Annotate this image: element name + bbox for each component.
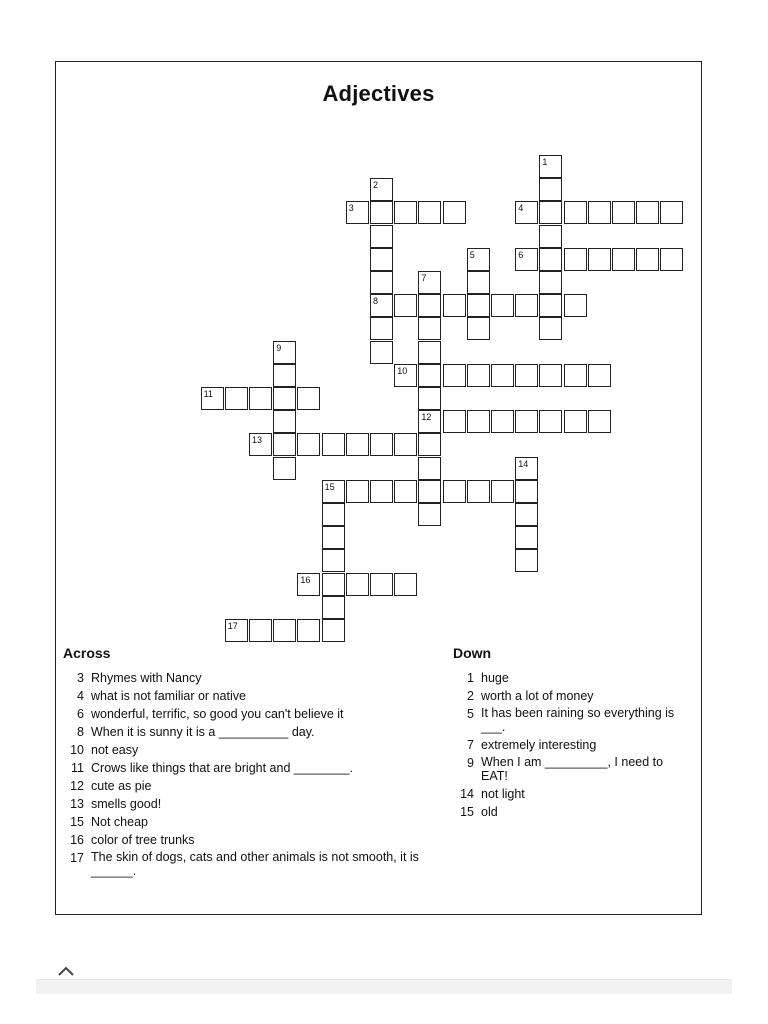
crossword-cell[interactable] xyxy=(394,201,417,224)
clue-text: color of tree trunks xyxy=(91,833,195,847)
crossword-cell[interactable] xyxy=(515,457,538,480)
clue-text: When I am _________, I need to EAT! xyxy=(481,755,664,783)
crossword-cell[interactable] xyxy=(346,433,369,456)
crossword-grid xyxy=(56,62,701,662)
cell-number: 6 xyxy=(518,249,524,260)
crossword-cell[interactable] xyxy=(418,457,441,480)
clue-text: extremely interesting xyxy=(481,738,597,752)
crossword-cell[interactable] xyxy=(539,294,562,317)
clue-text: not light xyxy=(481,787,525,801)
cell-number: 5 xyxy=(469,249,475,260)
crossword-cell[interactable] xyxy=(539,248,562,271)
clue-number: 1 xyxy=(467,671,474,685)
across-clue xyxy=(63,723,435,741)
down-clue xyxy=(453,669,685,687)
cell-number: 9 xyxy=(276,342,282,353)
crossword-cell[interactable] xyxy=(346,573,369,596)
crossword-cell[interactable] xyxy=(322,596,345,619)
crossword-cell[interactable] xyxy=(418,387,441,410)
crossword-cell[interactable] xyxy=(249,619,272,642)
crossword-cell[interactable] xyxy=(225,619,248,642)
clue-text: worth a lot of money xyxy=(481,689,594,703)
down-clue xyxy=(453,803,685,821)
cell-number: 3 xyxy=(348,203,354,214)
crossword-cell[interactable] xyxy=(322,526,345,549)
crossword-cell[interactable] xyxy=(418,503,441,526)
across-clue xyxy=(63,687,435,705)
clue-text: Crows like things that are bright and ________. xyxy=(91,761,353,775)
cell-number: 15 xyxy=(324,481,335,492)
crossword-cell[interactable] xyxy=(515,248,538,271)
crossword-cell[interactable] xyxy=(370,248,393,271)
crossword-cell[interactable] xyxy=(418,410,441,433)
crossword-cell[interactable] xyxy=(370,201,393,224)
cell-number: 17 xyxy=(227,621,238,631)
across-clue-list xyxy=(63,669,435,880)
crossword-cell[interactable] xyxy=(418,201,441,224)
crossword-cell[interactable] xyxy=(346,201,369,224)
clue-text: not easy xyxy=(91,743,139,757)
crossword-cell[interactable] xyxy=(370,433,393,456)
crossword-cell[interactable] xyxy=(394,364,417,387)
crossword-cell[interactable] xyxy=(418,294,441,317)
crossword-cell[interactable] xyxy=(322,573,345,596)
page-title: Adjectives xyxy=(322,81,435,106)
clue-number: 11 xyxy=(71,761,84,775)
crossword-cell[interactable] xyxy=(491,480,514,503)
cell-number: 13 xyxy=(252,435,263,446)
cell-number: 1 xyxy=(542,157,548,167)
across-heading: Across xyxy=(63,645,111,661)
crossword-cell[interactable] xyxy=(564,294,587,317)
clue-number: 4 xyxy=(77,689,84,703)
clue-number: 3 xyxy=(77,671,84,685)
crossword-cell[interactable] xyxy=(515,503,538,526)
clue-text: what is not familiar or native xyxy=(91,689,246,703)
crossword-cell[interactable] xyxy=(273,341,296,364)
crossword-cell[interactable] xyxy=(418,480,441,503)
crossword-cell[interactable] xyxy=(273,433,296,456)
crossword-cell[interactable] xyxy=(273,387,296,410)
clue-text: cute as pie xyxy=(91,779,152,793)
across-clue xyxy=(63,849,435,880)
down-clue xyxy=(453,736,685,754)
across-clue xyxy=(63,669,435,687)
crossword-cell[interactable] xyxy=(491,410,514,433)
crossword-cell[interactable] xyxy=(588,410,611,433)
crossword-cell[interactable] xyxy=(491,294,514,317)
cell-number: 11 xyxy=(203,389,213,399)
crossword-cell[interactable] xyxy=(370,271,393,294)
crossword-cell[interactable] xyxy=(660,248,683,271)
crossword-cell[interactable] xyxy=(370,225,393,248)
down-heading: Down xyxy=(453,645,492,661)
crossword-cell[interactable] xyxy=(394,573,417,596)
clue-text: It has been raining so everything is ___. xyxy=(481,706,675,734)
crossword-cell[interactable] xyxy=(539,364,562,387)
crossword-cell[interactable] xyxy=(394,480,417,503)
clue-number: 17 xyxy=(70,851,84,865)
crossword-cell[interactable] xyxy=(564,248,587,271)
crossword-cell[interactable] xyxy=(515,364,538,387)
crossword-cell[interactable] xyxy=(370,317,393,340)
crossword-cell[interactable] xyxy=(418,317,441,340)
across-clue xyxy=(63,777,435,795)
crossword-cell[interactable] xyxy=(273,410,296,433)
clue-number: 13 xyxy=(70,797,84,811)
down-clue xyxy=(453,785,685,803)
crossword-cell[interactable] xyxy=(297,619,320,642)
crossword-cell[interactable] xyxy=(539,225,562,248)
crossword-cell[interactable] xyxy=(539,317,562,340)
across-clue xyxy=(63,705,435,723)
crossword-cell[interactable] xyxy=(467,364,490,387)
crossword-cell[interactable] xyxy=(539,271,562,294)
clue-number: 8 xyxy=(77,725,84,739)
crossword-cell[interactable] xyxy=(297,387,320,410)
crossword-cell[interactable] xyxy=(539,155,562,178)
down-clue xyxy=(453,705,685,736)
crossword-cell[interactable] xyxy=(612,248,635,271)
clue-number: 7 xyxy=(467,738,474,752)
crossword-cell[interactable] xyxy=(370,341,393,364)
crossword-cell[interactable] xyxy=(273,457,296,480)
crossword-cell[interactable] xyxy=(322,619,345,642)
crossword-cell[interactable] xyxy=(225,387,248,410)
clue-text: huge xyxy=(481,671,509,685)
crossword-cell[interactable] xyxy=(418,341,441,364)
clue-number: 14 xyxy=(460,787,474,801)
crossword-cell[interactable] xyxy=(539,201,562,224)
crossword-cell[interactable] xyxy=(515,549,538,572)
crossword-cell[interactable] xyxy=(515,480,538,503)
crossword-cell[interactable] xyxy=(370,294,393,317)
clue-number: 16 xyxy=(70,833,84,847)
across-clue xyxy=(63,795,435,813)
down-clue-list xyxy=(453,669,685,821)
cell-number: 4 xyxy=(518,203,524,214)
clue-number: 12 xyxy=(70,779,84,793)
crossword-cell[interactable] xyxy=(249,433,272,456)
clue-number: 15 xyxy=(460,805,474,819)
crossword-cell[interactable] xyxy=(394,294,417,317)
crossword-cell[interactable] xyxy=(370,480,393,503)
crossword-cell[interactable] xyxy=(539,410,562,433)
clue-text: smells good! xyxy=(91,797,162,811)
crossword-cell[interactable] xyxy=(491,364,514,387)
crossword-cell[interactable] xyxy=(297,573,320,596)
crossword-cell[interactable] xyxy=(588,201,611,224)
across-clue xyxy=(63,741,435,759)
crossword-cell[interactable] xyxy=(370,573,393,596)
clue-number: 15 xyxy=(70,815,84,829)
clue-text: Not cheap xyxy=(91,815,148,829)
crossword-cell[interactable] xyxy=(660,201,683,224)
down-clue xyxy=(453,687,685,705)
crossword-cell[interactable] xyxy=(418,433,441,456)
across-clue xyxy=(63,813,435,831)
clue-text: When it is sunny it is a __________ day. xyxy=(91,725,315,739)
crossword-cell[interactable] xyxy=(322,480,345,503)
clue-text: old xyxy=(481,805,498,819)
crossword-cell[interactable] xyxy=(539,178,562,201)
crossword-cell[interactable] xyxy=(443,410,466,433)
crossword-cell[interactable] xyxy=(418,271,441,294)
crossword-cell[interactable] xyxy=(273,364,296,387)
crossword-cell[interactable] xyxy=(564,364,587,387)
clue-text: Rhymes with Nancy xyxy=(91,671,202,685)
crossword-cell[interactable] xyxy=(443,201,466,224)
clue-text: wonderful, terrific, so good you can't believe it xyxy=(91,707,344,721)
crossword-sheet xyxy=(55,61,702,915)
cell-number: 7 xyxy=(421,273,427,283)
crossword-cell[interactable] xyxy=(467,480,490,503)
clue-number: 10 xyxy=(70,743,84,757)
crossword-cell[interactable] xyxy=(346,480,369,503)
crossword-cell[interactable] xyxy=(564,201,587,224)
crossword-cell[interactable] xyxy=(201,387,224,410)
crossword-cell[interactable] xyxy=(322,433,345,456)
chevron-up-icon[interactable] xyxy=(56,964,76,978)
crossword-cell[interactable] xyxy=(370,178,393,201)
clue-number: 6 xyxy=(77,707,84,721)
crossword-cell[interactable] xyxy=(515,526,538,549)
crossword-cell[interactable] xyxy=(322,503,345,526)
crossword-cell[interactable] xyxy=(588,364,611,387)
crossword-cell[interactable] xyxy=(636,201,659,224)
crossword-cell[interactable] xyxy=(443,364,466,387)
crossword-cell[interactable] xyxy=(418,364,441,387)
clue-number: 2 xyxy=(467,689,474,703)
crossword-cell[interactable] xyxy=(515,201,538,224)
crossword-cell[interactable] xyxy=(322,549,345,572)
cell-number: 10 xyxy=(397,365,408,376)
crossword-cell[interactable] xyxy=(467,294,490,317)
crossword-cell[interactable] xyxy=(443,294,466,317)
crossword-cell[interactable] xyxy=(467,271,490,294)
crossword-cell[interactable] xyxy=(564,410,587,433)
crossword-cell[interactable] xyxy=(394,433,417,456)
crossword-cell[interactable] xyxy=(443,480,466,503)
cell-number: 16 xyxy=(300,574,311,585)
crossword-cell[interactable] xyxy=(612,201,635,224)
crossword-cell[interactable] xyxy=(249,387,272,410)
crossword-cell[interactable] xyxy=(588,248,611,271)
crossword-cell[interactable] xyxy=(273,619,296,642)
crossword-cell[interactable] xyxy=(515,294,538,317)
crossword-cell[interactable] xyxy=(467,248,490,271)
clue-number: 9 xyxy=(467,756,474,770)
down-clue xyxy=(453,754,685,785)
across-clue xyxy=(63,831,435,849)
cell-number: 12 xyxy=(421,412,432,423)
bottom-toolbar xyxy=(36,979,732,994)
crossword-cell[interactable] xyxy=(636,248,659,271)
cell-number: 2 xyxy=(373,180,379,191)
clue-number: 5 xyxy=(467,707,474,721)
crossword-cell[interactable] xyxy=(297,433,320,456)
cell-number: 14 xyxy=(518,458,529,469)
clue-text: The skin of dogs, cats and other animals is not smooth, it is ______. xyxy=(91,850,419,878)
crossword-cell[interactable] xyxy=(467,410,490,433)
cell-number: 8 xyxy=(373,296,379,307)
crossword-cell[interactable] xyxy=(515,410,538,433)
crossword-cell[interactable] xyxy=(467,317,490,340)
across-clue xyxy=(63,759,435,777)
